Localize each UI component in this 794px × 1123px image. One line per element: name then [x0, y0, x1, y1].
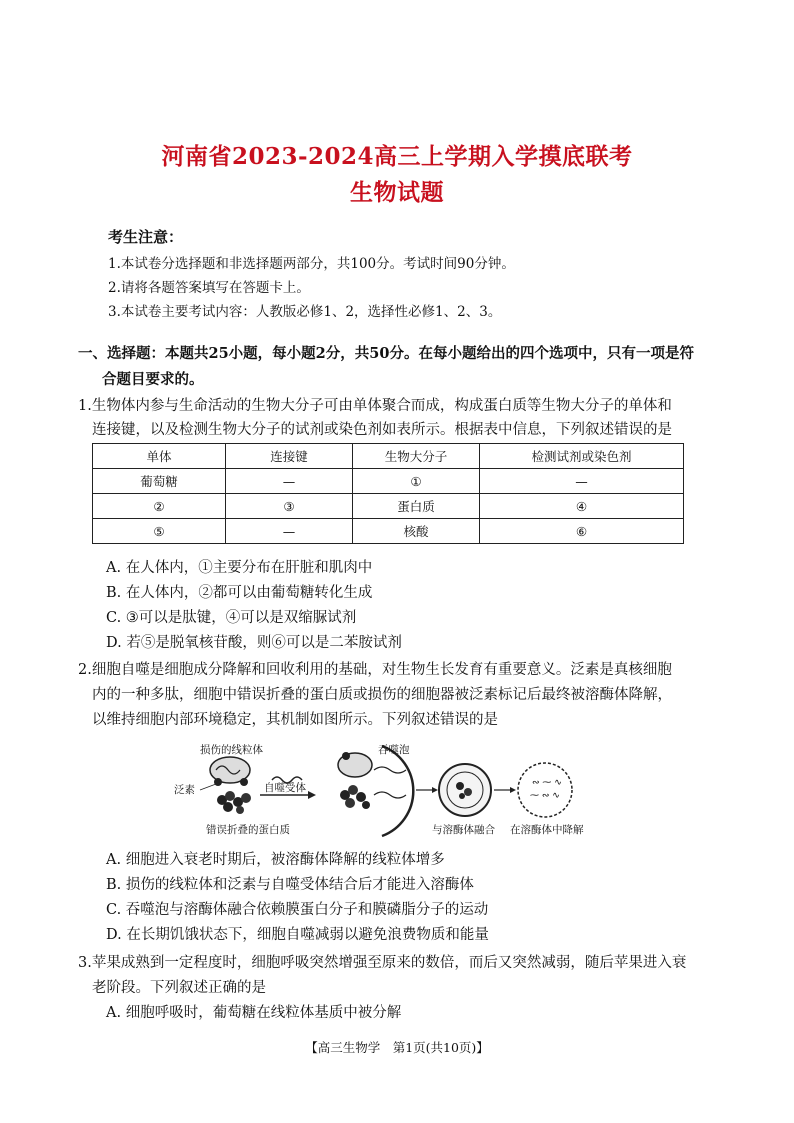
- table-cell: ⑥: [480, 519, 684, 544]
- q3-stem-cont: 老阶段。下列叙述正确的是: [92, 980, 266, 996]
- notice-heading: 考生注意：: [108, 228, 184, 246]
- q1-option-d: D. 若⑤是脱氧核苷酸，则⑥可以是二苯胺试剂: [106, 635, 402, 651]
- table-cell: —: [226, 519, 353, 544]
- misfolded-protein-icon: [217, 791, 251, 814]
- notice-item: 1.本试卷分选择题和非选择题两部分，共100分。考试时间90分钟。: [108, 256, 515, 272]
- q3-stem: 3.苹果成熟到一定程度时，细胞呼吸突然增强至原来的数倍，而后又突然减弱，随后苹果进入衰: [78, 955, 687, 971]
- q2-stem-cont2: 以维持细胞内部环境稳定，其机制如图所示。下列叙述错误的是: [92, 712, 498, 728]
- q1-option-c: C. ③可以是肽键，④可以是双缩脲试剂: [106, 610, 357, 626]
- autophagy-diagram: [160, 740, 600, 840]
- section-heading: 一、选择题：本题共25小题，每小题2分，共50分。在每小题给出的四个选项中，只有一项是符: [78, 345, 694, 362]
- q2-stem: 2.细胞自噬是细胞成分降解和回收利用的基础，对生物生长发育有重要意义。泛素是真核细胞: [78, 662, 672, 678]
- q1-stem-cont: 连接键，以及检测生物大分子的试剂或染色剂如表所示。根据表中信息，下列叙述错误的是: [92, 422, 672, 438]
- phagophore-icon: [382, 746, 413, 836]
- page-footer: 【高三生物学 第1页(共10页)】: [305, 1040, 489, 1055]
- table-header-cell: 单体: [93, 444, 226, 469]
- ubiquitin-icon: [214, 778, 222, 786]
- svg-text:⁓ ∾ ∿: ⁓ ∾ ∿: [530, 791, 560, 801]
- exam-subtitle: 生物试题: [350, 179, 444, 206]
- svg-text:∾ ⁓ ∿: ∾ ⁓ ∿: [532, 778, 562, 788]
- table-header-cell: 生物大分子: [353, 444, 480, 469]
- arrow-right-icon: [308, 791, 316, 799]
- exam-title: 河南省2023-2024高三上学期入学摸底联考: [161, 143, 633, 170]
- q2-option-b: B. 损伤的线粒体和泛素与自噬受体结合后才能进入溶酶体: [106, 877, 474, 893]
- label-misfolded: 错误折叠的蛋白质: [206, 824, 290, 836]
- q2-option-a: A. 细胞进入衰老时期后，被溶酶体降解的线粒体增多: [106, 852, 445, 868]
- notice-item: 2.请将各题答案填写在答题卡上。: [108, 280, 310, 296]
- label-receptor: 自噬受体: [264, 782, 306, 794]
- table-cell: ③: [226, 494, 353, 519]
- section-heading-cont: 合题目要求的。: [102, 371, 204, 388]
- table-cell: ④: [480, 494, 684, 519]
- q3-option-a: A. 细胞呼吸时，葡萄糖在线粒体基质中被分解: [106, 1005, 402, 1021]
- table-cell: —: [480, 469, 684, 494]
- table-header-cell: 检测试剂或染色剂: [480, 444, 684, 469]
- table-row: [93, 469, 684, 494]
- label-fusion: 与溶酶体融合: [432, 824, 495, 836]
- table-header-cell: 连接键: [226, 444, 353, 469]
- q1-stem: 1.生物体内参与生命活动的生物大分子可由单体聚合而成，构成蛋白质等生物大分子的单体和: [78, 398, 672, 414]
- label-degrade: 在溶酶体中降解: [510, 824, 584, 836]
- table-cell: —: [226, 469, 353, 494]
- q1-table: [92, 443, 684, 544]
- table-cell: 葡萄糖: [93, 469, 226, 494]
- q2-stem-cont: 内的一种多肽，细胞中错误折叠的蛋白质或损伤的细胞器被泛素标记后最终被溶酶体降解，: [92, 687, 672, 703]
- table-cell: ①: [353, 469, 480, 494]
- table-row: [93, 494, 684, 519]
- table-row: [93, 519, 684, 544]
- table-cell: ⑤: [93, 519, 226, 544]
- q1-option-a: A. 在人体内，①主要分布在肝脏和肌肉中: [106, 560, 373, 576]
- q2-option-d: D. 在长期饥饿状态下，细胞自噬减弱以避免浪费物质和能量: [106, 927, 489, 943]
- table-cell: 核酸: [353, 519, 480, 544]
- table-header-row: [93, 444, 684, 469]
- notice-item: 3.本试卷主要考试内容：人教版必修1、2，选择性必修1、2、3。: [108, 304, 502, 320]
- q1-option-b: B. 在人体内，②都可以由葡萄糖转化生成: [106, 585, 373, 601]
- label-ubiquitin: 泛素: [174, 784, 195, 796]
- lysosome-degradation-icon: [518, 763, 572, 817]
- table-cell: ②: [93, 494, 226, 519]
- table-cell: 蛋白质: [353, 494, 480, 519]
- label-phagophore: 吞噬泡: [378, 744, 410, 756]
- label-damaged-mito: 损伤的线粒体: [200, 744, 263, 756]
- q2-option-c: C. 吞噬泡与溶酶体融合依赖膜蛋白分子和膜磷脂分子的运动: [106, 902, 489, 918]
